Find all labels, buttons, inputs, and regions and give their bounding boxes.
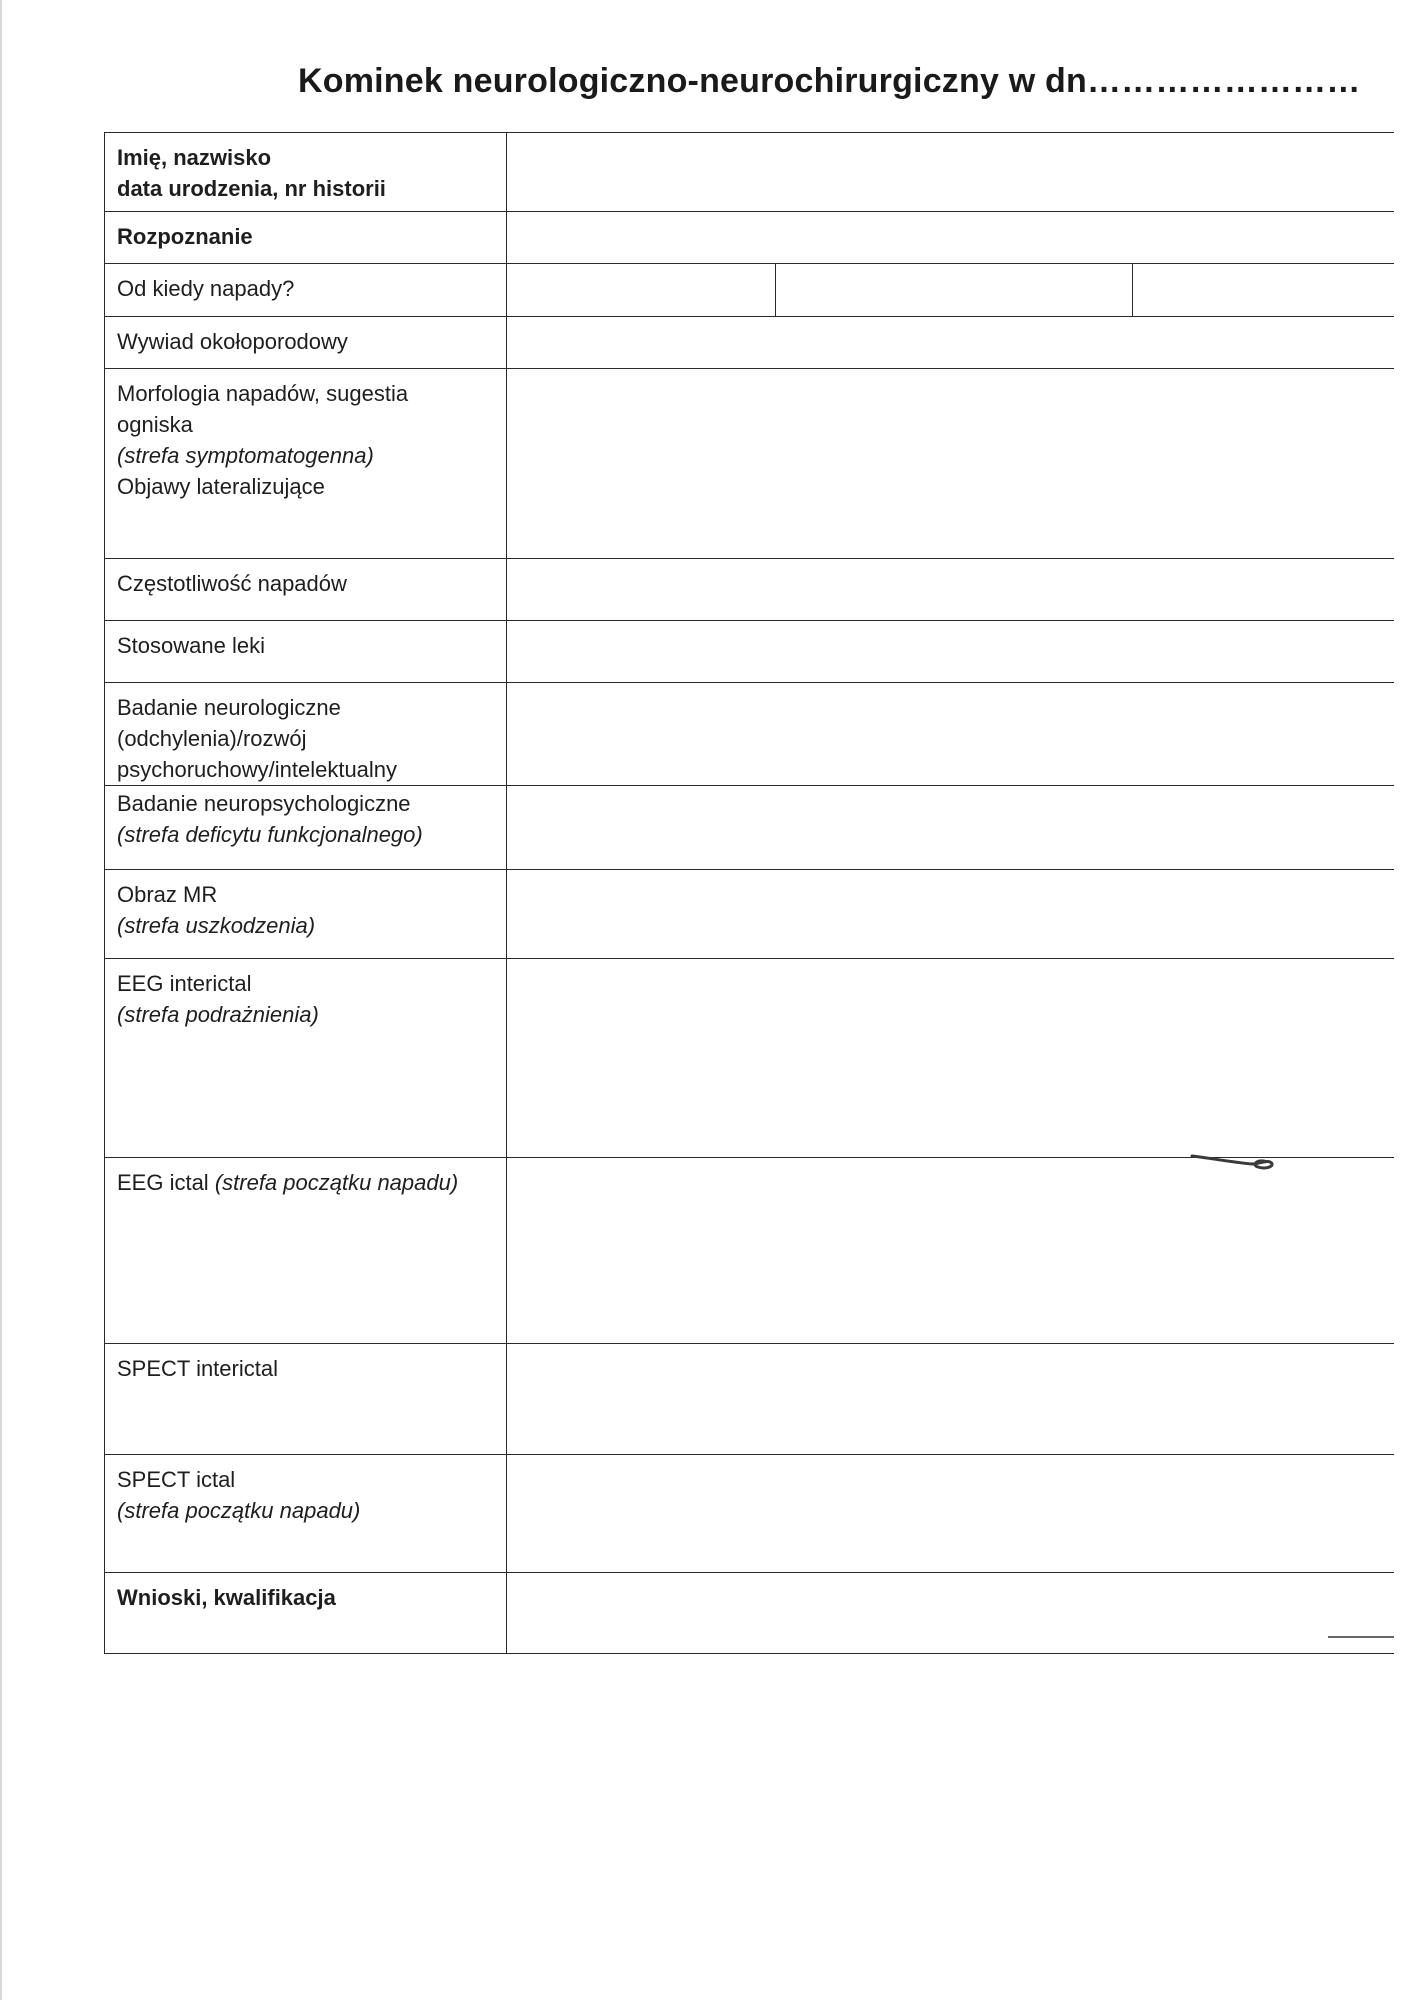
row-label-eeg-ictal <box>105 1158 507 1344</box>
label-line: Badanie neuropsychologiczne <box>117 791 411 816</box>
field-neuropsych[interactable] <box>507 786 1395 870</box>
row-label-diagnosis <box>105 212 507 264</box>
label-line: SPECT interictal <box>117 1356 278 1381</box>
label-line: (odchylenia)/rozwój <box>117 726 307 751</box>
label-line: data urodzenia, nr historii <box>117 176 386 201</box>
label-text-italic: (strefa początku napadu) <box>214 1170 459 1195</box>
field-seizure-onset-2[interactable] <box>776 264 1133 316</box>
field-diagnosis[interactable] <box>507 212 1395 264</box>
field-neuro-exam[interactable] <box>507 683 1395 786</box>
label-line: (strefa deficytu funkcjonalnego) <box>117 822 423 847</box>
row-label-mri <box>105 870 507 959</box>
field-perinatal[interactable] <box>507 317 1395 369</box>
field-spect-interictal[interactable] <box>507 1344 1395 1455</box>
label-line: (strefa podrażnienia) <box>117 1002 319 1027</box>
row-label-medication <box>105 621 507 683</box>
table-row-patient <box>105 133 1395 212</box>
field-eeg-interictal[interactable] <box>507 959 1395 1158</box>
label-line: (strefa symptomatogenna) <box>117 443 374 468</box>
pen-mark-icon <box>1190 1150 1276 1176</box>
label-line: Wywiad okołoporodowy <box>117 329 348 354</box>
form-table <box>104 132 1394 1654</box>
label-line: Badanie neurologiczne <box>117 695 341 720</box>
table-row-conclusions <box>105 1573 1395 1654</box>
label-line: Częstotliwość napadów <box>117 571 347 596</box>
table-row-seizure-onset <box>105 264 1395 317</box>
label-line: psychoruchowy/intelektualny <box>117 757 398 782</box>
field-seizure-onset-1[interactable] <box>507 264 776 316</box>
row-label-conclusions <box>105 1573 507 1654</box>
row-label-eeg-interictal <box>105 959 507 1158</box>
seizure-onset-split <box>507 264 1394 316</box>
row-label-perinatal <box>105 317 507 369</box>
table-row-neuropsych <box>105 786 1395 870</box>
table-row-eeg-ictal <box>105 1158 1395 1344</box>
row-label-morphology <box>105 369 507 559</box>
label-line: ogniska <box>117 412 193 437</box>
field-seizure-onset-3[interactable] <box>1133 264 1394 316</box>
label-line: (strefa początku napadu) <box>117 1498 361 1523</box>
label-line: Od kiedy napady? <box>117 276 295 301</box>
label-line: Morfologia napadów, sugestia <box>117 381 409 406</box>
label-line: Stosowane leki <box>117 633 265 658</box>
field-seizure-onset <box>507 264 1395 317</box>
table-row-neuro-exam <box>105 683 1395 786</box>
row-label-patient <box>105 133 507 212</box>
field-eeg-ictal[interactable] <box>507 1158 1395 1344</box>
row-label-neuro-exam <box>105 683 507 786</box>
stray-pen-line <box>1328 1636 1394 1638</box>
row-label-neuropsych <box>105 786 507 870</box>
field-medication[interactable] <box>507 621 1395 683</box>
label-line: Objawy lateralizujące <box>117 474 325 499</box>
table-row-frequency <box>105 559 1395 621</box>
label-line: (strefa uszkodzenia) <box>117 913 316 938</box>
table-row-medication <box>105 621 1395 683</box>
field-morphology[interactable] <box>507 369 1395 559</box>
row-label-seizure-onset <box>105 264 507 317</box>
label-line: Imię, nazwisko <box>117 145 272 170</box>
field-patient[interactable] <box>507 133 1395 212</box>
label-line: Obraz MR <box>117 882 218 907</box>
label-line: Rozpoznanie <box>117 224 253 249</box>
label-line: EEG interictal <box>117 971 252 996</box>
page-title: Kominek neurologiczno-neurochirurgiczny w dn…………………… <box>298 62 1361 100</box>
field-frequency[interactable] <box>507 559 1395 621</box>
field-mri[interactable] <box>507 870 1395 959</box>
label-text: EEG ictal <box>117 1170 215 1195</box>
table-row-perinatal <box>105 317 1395 369</box>
field-conclusions[interactable] <box>507 1573 1395 1654</box>
table-row-mri <box>105 870 1395 959</box>
table-row-eeg-interictal <box>105 959 1395 1158</box>
label-line: SPECT ictal <box>117 1467 236 1492</box>
row-label-spect-ictal <box>105 1455 507 1573</box>
row-label-spect-interictal <box>105 1344 507 1455</box>
table-row-morphology <box>105 369 1395 559</box>
table-row-spect-interictal <box>105 1344 1395 1455</box>
table-row-spect-ictal <box>105 1455 1395 1573</box>
table-row-diagnosis <box>105 212 1395 264</box>
label-line: Wnioski, kwalifikacja <box>117 1585 336 1610</box>
field-spect-ictal[interactable] <box>507 1455 1395 1573</box>
scan-edge <box>0 0 2 2000</box>
row-label-frequency <box>105 559 507 621</box>
label-line <box>117 1167 494 1198</box>
